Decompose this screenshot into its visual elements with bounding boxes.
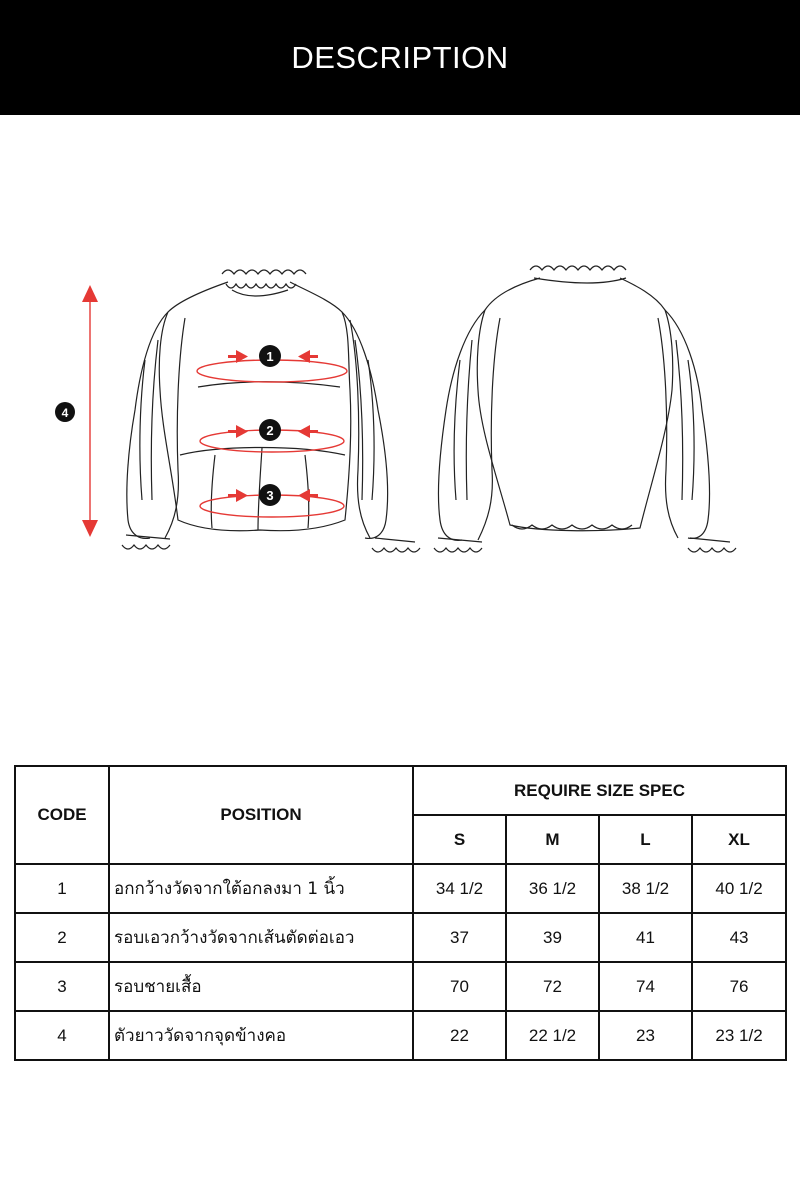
table-row: [15, 864, 786, 913]
front-blouse-drawing: [122, 270, 420, 552]
table-row: [15, 913, 786, 962]
row-code: 3: [15, 962, 109, 1011]
size-spec-table-container: [14, 765, 785, 1061]
code-header: CODE: [15, 766, 109, 864]
value-l: 41: [599, 913, 692, 962]
marker-2-label: 2: [266, 423, 274, 438]
length-marker-label: 4: [61, 406, 69, 420]
value-xl: 23 1/2: [692, 1011, 786, 1060]
row-position: อกกว้างวัดจากใต้อกลงมา 1 นิ้ว: [109, 864, 413, 913]
marker-1-label: 1: [266, 349, 274, 364]
size-spec-table: [14, 765, 787, 1061]
garment-illustration: [0, 240, 800, 580]
page-title: DESCRIPTION: [291, 39, 509, 75]
marker-3-label: 3: [266, 488, 274, 503]
value-l: 23: [599, 1011, 692, 1060]
table-row: [15, 962, 786, 1011]
value-s: 37: [413, 913, 506, 962]
size-header-l: L: [599, 815, 692, 864]
value-l: 74: [599, 962, 692, 1011]
marker-2: [259, 419, 281, 441]
marker-3: [259, 484, 281, 506]
row-position: รอบชายเสื้อ: [109, 962, 413, 1011]
value-m: 36 1/2: [506, 864, 599, 913]
row-code: 1: [15, 864, 109, 913]
require-size-spec-header: REQUIRE SIZE SPEC: [413, 766, 786, 815]
blouse-diagram: [0, 240, 800, 580]
value-s: 34 1/2: [413, 864, 506, 913]
value-s: 70: [413, 962, 506, 1011]
length-arrow: [55, 285, 98, 537]
row-position: ตัวยาววัดจากจุดข้างคอ: [109, 1011, 413, 1060]
back-blouse-drawing: [434, 266, 736, 552]
size-header-xl: XL: [692, 815, 786, 864]
value-xl: 40 1/2: [692, 864, 786, 913]
value-xl: 43: [692, 913, 786, 962]
table-row: [15, 1011, 786, 1060]
row-position: รอบเอวกว้างวัดจากเส้นตัดต่อเอว: [109, 913, 413, 962]
value-m: 22 1/2: [506, 1011, 599, 1060]
marker-1: [259, 345, 281, 367]
size-header-s: S: [413, 815, 506, 864]
row-code: 4: [15, 1011, 109, 1060]
value-xl: 76: [692, 962, 786, 1011]
value-s: 22: [413, 1011, 506, 1060]
row-code: 2: [15, 913, 109, 962]
size-header-m: M: [506, 815, 599, 864]
value-m: 39: [506, 913, 599, 962]
page-header: [0, 0, 800, 115]
value-m: 72: [506, 962, 599, 1011]
position-header: POSITION: [109, 766, 413, 864]
value-l: 38 1/2: [599, 864, 692, 913]
